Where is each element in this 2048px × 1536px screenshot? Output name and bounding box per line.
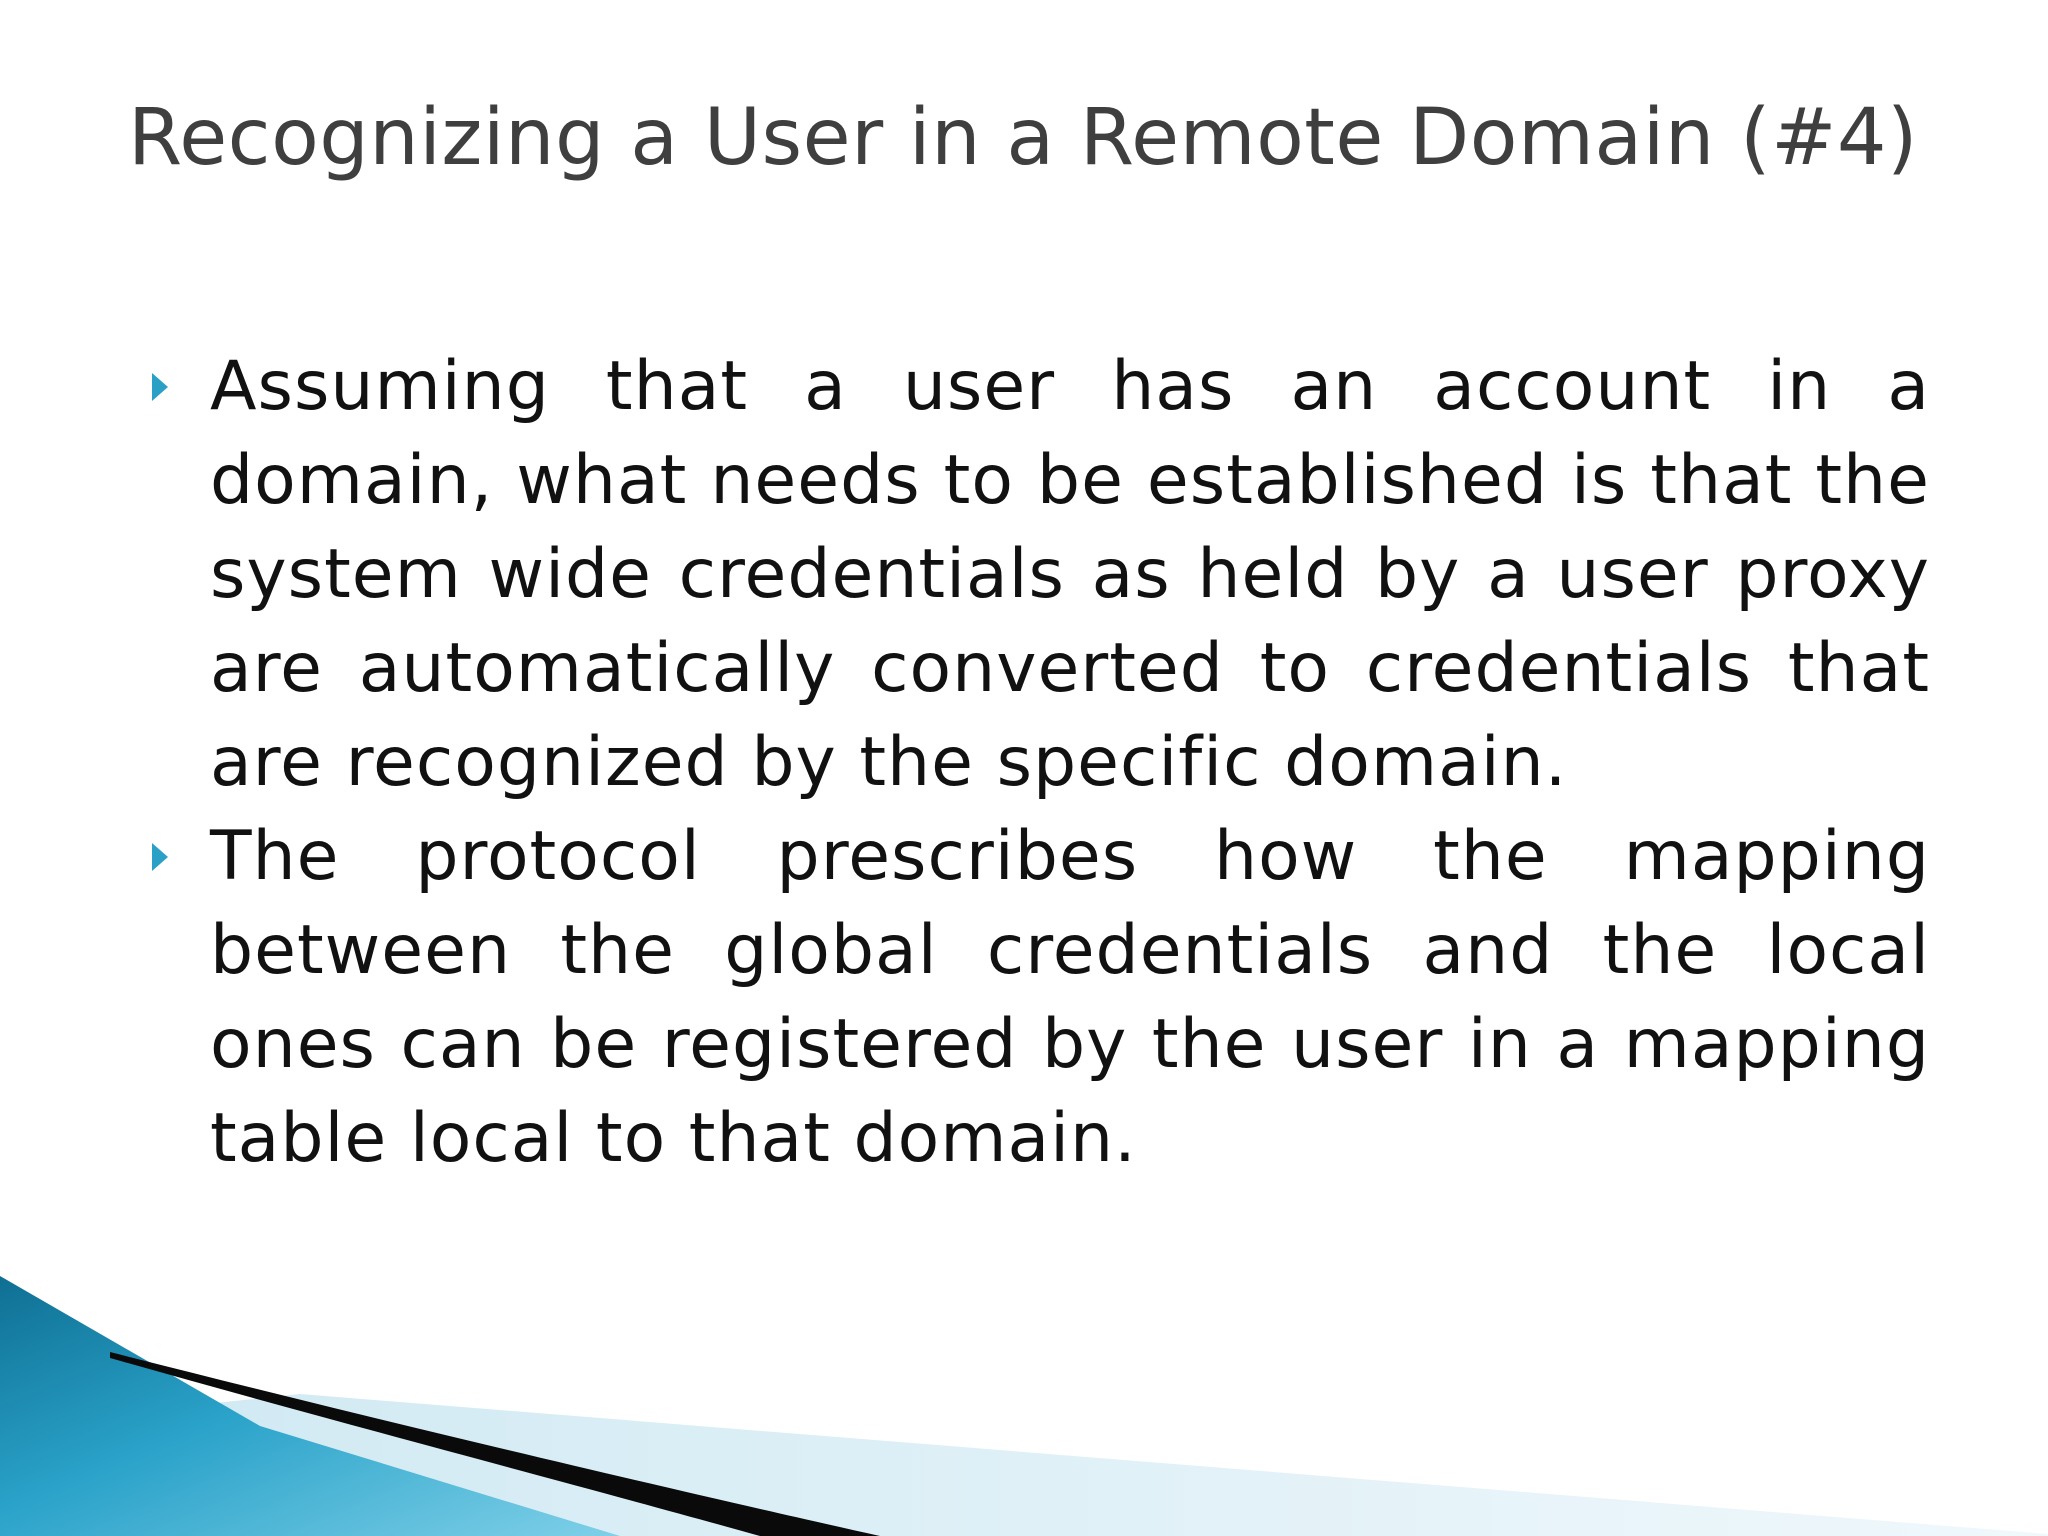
bullet-text: Assuming that a user has an account in a domain, what needs to be established is that the system wide credentials as held by a user proxy are automatically converted to credentials that are recognized by the specific domain. xyxy=(210,347,1930,802)
bullet-item xyxy=(150,340,1930,810)
triangle-bullet-icon xyxy=(152,843,168,871)
triangle-bullet-icon xyxy=(152,373,168,401)
decorative-corner-swoosh xyxy=(0,1276,2048,1536)
bullet-item xyxy=(150,810,1930,1186)
slide-title: Recognizing a User in a Remote Domain (#4) xyxy=(128,93,1918,183)
bullet-text: The protocol prescribes how the mapping between the global credentials and the local ones can be registered by the user in a mapping table local to that domain. xyxy=(210,817,1930,1178)
bullet-list xyxy=(150,340,1930,1186)
